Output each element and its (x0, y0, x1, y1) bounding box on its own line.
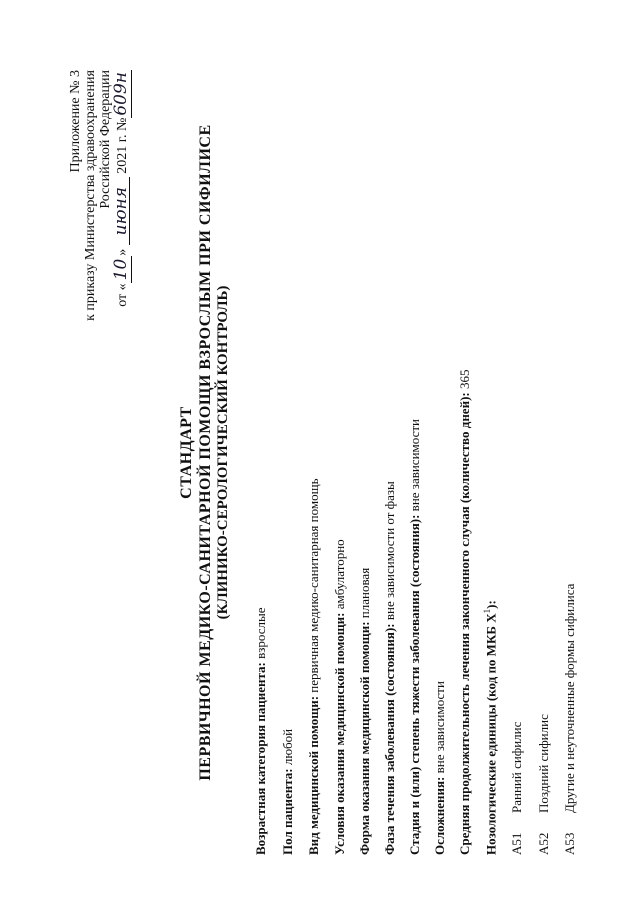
date-mid: » (115, 248, 130, 256)
nosology-item (561, 584, 579, 855)
field-value: амбулаторно (332, 539, 347, 613)
field-age-category (253, 608, 269, 855)
field-value: первичная медико-санитарная помощь (306, 478, 321, 696)
icd-code: A53 (562, 832, 577, 855)
field-label: Форма оказания медицинской помощи: (357, 621, 372, 855)
appendix-block (68, 70, 130, 321)
nosology-item (535, 714, 553, 855)
field-disease-stage (407, 419, 423, 855)
field-label: Фаза течения заболевания (состояния): (382, 623, 397, 855)
date-year: 2021 г. № (115, 117, 130, 174)
field-treatment-duration (457, 370, 473, 855)
field-patient-sex (280, 729, 296, 855)
nosology-suffix: ): (483, 600, 499, 609)
field-label: Стадия и (или) степень тяжести заболевания (состояния): (407, 514, 422, 855)
footnote-mark: 1 (482, 608, 492, 614)
field-care-conditions (332, 539, 348, 855)
handwritten-month: июня (114, 177, 130, 245)
field-value: 365 (457, 369, 472, 393)
field-value: любой (280, 728, 295, 769)
field-label: Пол пациента: (280, 768, 295, 855)
field-label: Осложнения: (432, 776, 447, 855)
appendix-number: Приложение № 3 (68, 70, 83, 173)
field-label: Возрастная категория пациента: (253, 662, 268, 855)
icd-code: A51 (509, 832, 524, 855)
field-disease-phase (382, 481, 398, 855)
field-value: вне зависимости от фазы (382, 481, 397, 624)
field-care-type (306, 478, 322, 855)
icd-description: Ранний сифилис (509, 721, 524, 813)
field-complications (432, 681, 448, 855)
standard-title-line2: (КЛИНИКО-СЕРОЛОГИЧЕСКИЙ КОНТРОЛЬ) (215, 285, 231, 620)
handwritten-order-number: 609н (111, 72, 131, 116)
standard-heading: СТАНДАРТ (178, 406, 195, 499)
icd-description: Поздний сифилис (536, 714, 551, 813)
field-label: Средняя продолжительность лечения законченного случая (количество дней): (457, 392, 472, 855)
field-value: вне зависимости (407, 419, 422, 515)
field-care-form (357, 568, 373, 855)
nosology-item (508, 722, 526, 855)
field-value: плановая (357, 567, 372, 622)
nosology-heading (482, 600, 499, 855)
standard-title-line1: ПЕРВИЧНОЙ МЕДИКО-САНИТАРНОЙ ПОМОЩИ ВЗРОСЛЫМ ПРИ СИФИЛИСЕ (197, 124, 214, 781)
appendix-date-line (111, 70, 131, 321)
nosology-label: Нозологические единицы (код по МКБ X (483, 613, 499, 855)
icd-code: A52 (536, 832, 551, 855)
field-label: Условия оказания медицинской помощи: (332, 612, 347, 855)
appendix-order-line: к приказу Министерства здравоохранения (83, 70, 98, 321)
appendix-federation-line: Российской Федерации (98, 70, 113, 209)
date-prefix: от « (115, 283, 130, 307)
field-value: вне зависимости (432, 681, 447, 777)
icd-description: Другие и неуточненные формы сифилиса (562, 583, 577, 813)
handwritten-day: 10 (111, 256, 132, 284)
field-value: взрослые (253, 607, 268, 663)
field-label: Вид медицинской помощи: (306, 695, 321, 855)
